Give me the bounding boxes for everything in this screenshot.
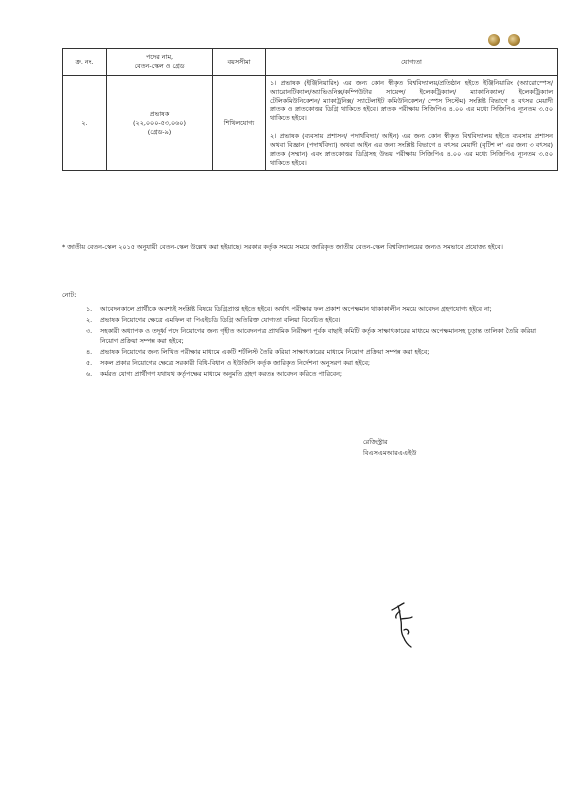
note-text: প্রভাষক নিয়োগের ক্ষেত্রে এমফিল বা পিএইচডি ডিগ্রি অতিরিক্ত যোগ্যতা বলিয়া বিবেচিত হইবে।	[100, 315, 341, 324]
list-item	[86, 359, 536, 369]
note-number: ১.	[86, 305, 93, 313]
notes-heading: নোট:	[62, 291, 77, 299]
punch-hole-mark	[488, 34, 500, 46]
cell-post	[107, 76, 213, 171]
table-row	[63, 76, 558, 171]
header-post-name	[107, 49, 213, 76]
punch-hole-marks	[488, 32, 524, 48]
handwritten-signature	[388, 602, 416, 648]
post-qualification-table	[62, 48, 558, 171]
notes-list	[86, 305, 536, 380]
list-item	[86, 305, 536, 315]
note-number: ৫.	[86, 358, 93, 367]
organization-name: বিএসএমআরএএইউ	[363, 449, 417, 458]
list-item	[86, 348, 536, 358]
header-post-line2: বেতন-স্কেল ও গ্রেড	[134, 62, 185, 70]
registrar-signature-block	[363, 437, 417, 459]
punch-hole-mark	[508, 34, 520, 46]
list-item	[86, 370, 536, 380]
grade: (গ্রেড-৯)	[147, 127, 172, 136]
cell-qualification	[266, 76, 558, 171]
note-text: প্রভাষক নিয়োগের জন্য লিখিত পরীক্ষার মাধ্যমে একটি শর্টলিস্ট তৈরি করিয়া সাক্ষাৎকারের মাধ্যমে নিয়োগ প্রক্রিয়া সম্পন্ন করা হইবে;	[100, 347, 430, 356]
pay-scale-footnote: * জাতীয় বেতন-স্কেল ২০১৫ অনুযায়ী বেতন-স্কেল উল্লেখ করা হইয়াছে। সরকার কর্তৃক সময়ে সময়ে জারিকৃত জাতীয় বেতন-স্কেল বিশ্ববিদ্যালয়ের জন্যও সমভাবে প্রযোজ্য হইবে।	[62, 243, 503, 251]
registrar-title: রেজিস্ট্রার	[363, 438, 388, 446]
note-text: কর্মরত যোগ্য প্রার্থীগণ যথাযথ কর্তৃপক্ষের মাধ্যমে অনুমতি গ্রহণ করতঃ আবেদন করিতে পারিবেন;	[100, 369, 343, 378]
post-name: প্রভাষক	[149, 109, 170, 118]
note-text: আবেদনকালে প্রার্থীকে অবশ্যই সংশ্লিষ্ট বিষয়ে ডিগ্রিপ্রাপ্ত হইতে হইবে। অর্থাৎ পরীক্ষার ফল প্রকাশ অপেক্ষমান থাকাকালীন সময়ে আবেদন গ্রহণযোগ্য হইবে না;	[100, 305, 492, 313]
header-qualification: যোগ্যতা	[266, 49, 558, 76]
note-text: সহকারী অধ্যাপক ও তদূর্ধ্ব পদে নিয়োগের জন্য গৃহীত আবেদনপত্র প্রাথমিক নিরীক্ষণ পূর্বক বাছাই কমিটি কর্তৃক সাক্ষাৎকারের মাধ্যমে অপেক্ষমানসহ চূড়ান্ত তালিকা তৈরি করিয়া নিয়োগ প্রক্রিয়া সম্পন্ন করা হইবে;	[100, 326, 536, 345]
note-number: ২.	[86, 315, 93, 324]
list-item	[86, 327, 536, 347]
header-serial: ক্র. নং.	[63, 49, 107, 76]
cell-age-limit: শিথিলযোগ্য	[213, 76, 266, 171]
header-age-limit: বয়সসীমা	[213, 49, 266, 76]
note-number: ৪.	[86, 347, 93, 356]
table-header-row	[63, 49, 558, 76]
header-post-line1: পদের নাম,	[145, 53, 174, 62]
pay-scale: (২২,০০০-৫৩,০৬০)	[133, 118, 186, 127]
list-item	[86, 316, 536, 326]
cell-serial: ২.	[63, 76, 107, 171]
qualification-business-physics-law: ২। প্রভাষক (ব্যবসায় প্রশাসন/ পদার্থবিদ্যা/ আইন) এর জন্য কোন স্বীকৃত বিশ্ববিদ্যালয় হইতে ব্যবসায় প্রশাসন অথবা বিজ্ঞান (পদার্থবিদ্যা) অথবা আইন এর জন্য সংশ্লিষ্ট বিভাগে ৪ বৎসর মেয়াদী (বৃটিশ ল' এর জন্য ৩ বৎসর) স্নাতক (সম্মান) এবং স্নাতকোত্তর ডিগ্রিসহ উভয় পরীক্ষায় সিজিপিএ ৪.০০ এর মধ্যে সিজিপিএ ন্যূনতম ৩.৫০ থাকিতে হইবে।	[270, 132, 553, 167]
note-number: ৬.	[86, 369, 93, 378]
note-text: সকল প্রকার নিয়োগের ক্ষেত্রে সরকারী বিধি-বিধান ও ইউজিসি কর্তৃক জারিকৃত নির্দেশনা অনুসরণ করা হইবে;	[100, 358, 371, 367]
note-number: ৩.	[86, 326, 93, 335]
qualification-engineering: ১। প্রভাষক (ইঞ্জিনিয়ারিং) এর জন্য কোন স্বীকৃত বিশ্ববিদ্যালয়/প্রতিষ্ঠান হইতে ইঞ্জিনিয়ারিং (অ্যারোস্পেস/ অ্যারোনটিক্যাল/অ্যাভিওনিক্স/কম্পিউটার সায়েন্স/ ইলেকট্রিক্যাল/ ম্যাকানিক্যাল/ ইলেকট্রিক্যাল টেলিকমিউনিকেশন/ ম্যাকাট্রনিক্স/ স্যাটেলাইট কমিউনিকেশন/ স্পেস সিস্টেম) সংশ্লিষ্ট বিভাগে ৪ বৎসর মেয়াদী স্নাতক ও স্নাতকোত্তর ডিগ্রি থাকিতে হইবে। স্নাতক পরীক্ষায় সিজিপিএ ৪.০০ এর মধ্যে সিজিপিএ ন্যূনতম ৩.৫০ থাকিতে হইবে।	[270, 79, 553, 123]
